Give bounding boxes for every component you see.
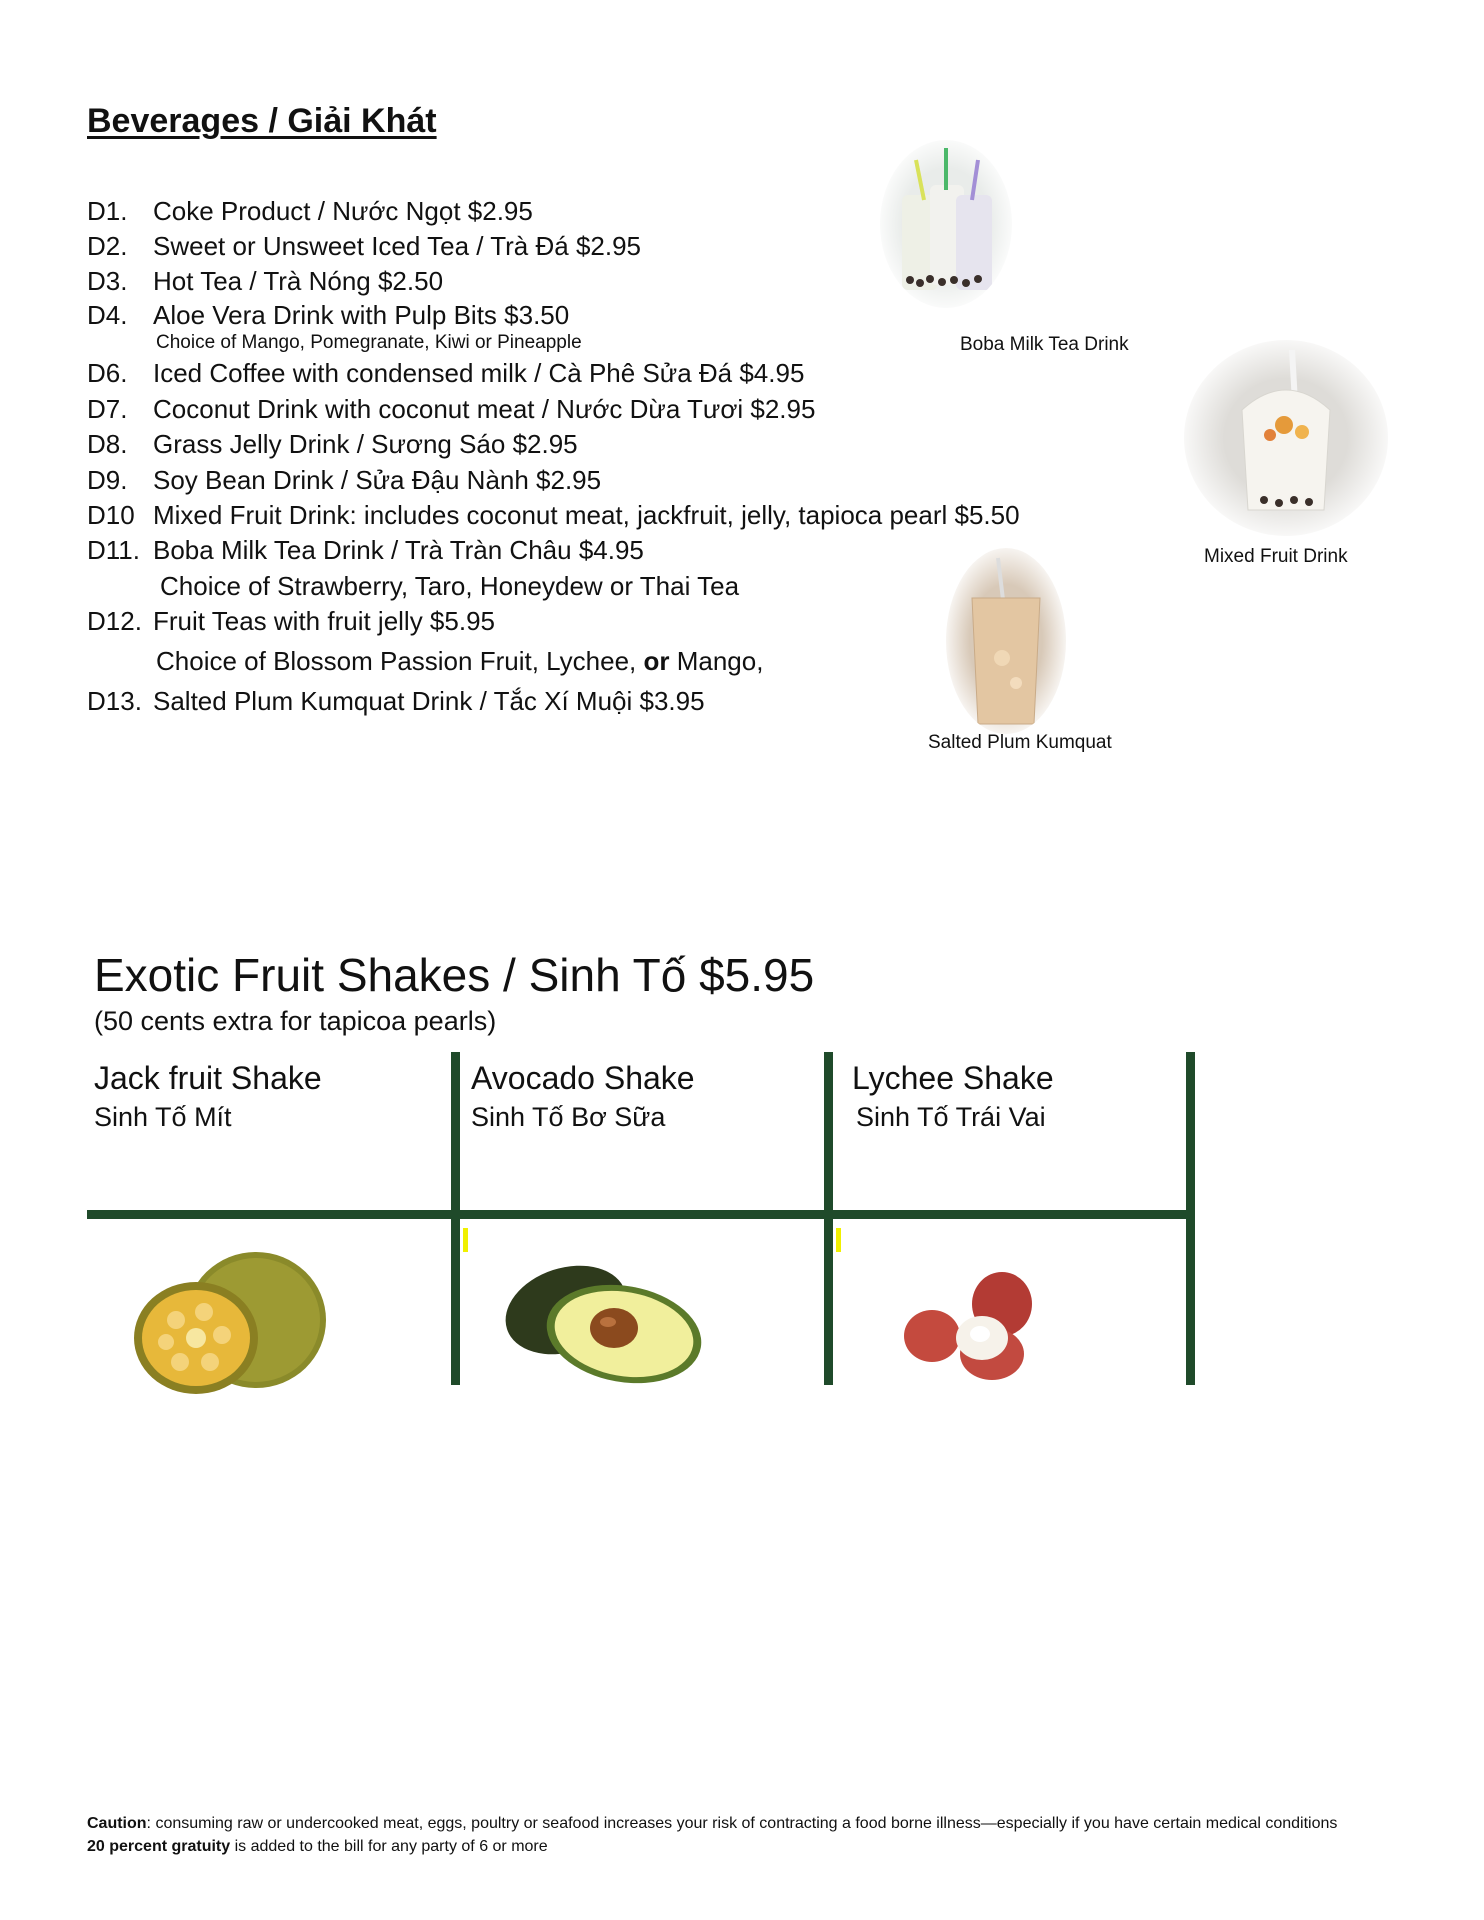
menu-item-d13: [87, 686, 705, 717]
item-text: Soy Bean Drink / Sửa Đậu Nành $2.95: [153, 465, 602, 495]
avocado-icon: [496, 1250, 702, 1390]
item-text: Sweet or Unsweet Iced Tea / Trà Đá $2.95: [153, 231, 642, 261]
yellow-mark: [836, 1228, 841, 1252]
shakes-title: Exotic Fruit Shakes / Sinh Tố $5.95: [94, 949, 815, 1001]
menu-item-d12: [87, 606, 495, 637]
menu-item-d10: [87, 500, 1020, 531]
grid-divider: [87, 1210, 1195, 1219]
caution-note: [87, 1815, 1337, 1833]
menu-item-d1: [87, 196, 533, 227]
item-code: D7.: [87, 394, 128, 424]
salted-plum-caption: Salted Plum Kumquat: [928, 732, 1112, 753]
shake-name-en: Jack fruit Shake: [94, 1060, 322, 1096]
boba-milk-tea-image: [880, 140, 1012, 308]
item-code: D3.: [87, 266, 128, 296]
menu-item-d3: [87, 266, 443, 297]
mixed-fruit-cup-icon: [1184, 340, 1388, 536]
item-text: Coconut Drink with coconut meat / Nước Dừa Tươi $2.95: [153, 394, 816, 424]
boba-cups-icon: [880, 140, 1012, 308]
item-text: Fruit Teas with fruit jelly $5.95: [153, 606, 495, 636]
menu-item-d7: [87, 394, 815, 425]
d12-note-part: Mango,: [669, 646, 764, 676]
mixed-fruit-caption: Mixed Fruit Drink: [1204, 546, 1348, 567]
item-code: D4.: [87, 300, 128, 330]
d12-choice-note: [156, 646, 763, 677]
shake-name-en: Lychee Shake: [852, 1060, 1054, 1096]
gratuity-text: is added to the bill for any party of 6 or more: [230, 1838, 548, 1855]
jackfruit-icon: [126, 1240, 332, 1400]
d12-note-bold: or: [643, 646, 670, 676]
item-text: Aloe Vera Drink with Pulp Bits $3.50: [153, 300, 570, 330]
d12-note-part: Choice of Blossom Passion Fruit, Lychee,: [156, 646, 644, 676]
menu-item-d11: [87, 535, 644, 566]
jackfruit-image: [126, 1240, 332, 1400]
item-code: D11.: [87, 535, 140, 565]
caution-label: Caution: [87, 1815, 147, 1832]
gratuity-label: 20 percent gratuity: [87, 1838, 231, 1855]
shake-name-vn: Sinh Tố Trái Vai: [856, 1102, 1046, 1132]
avocado-image: [496, 1250, 702, 1390]
item-text: Coke Product / Nước Ngọt $2.95: [153, 196, 533, 226]
item-text: Iced Coffee with condensed milk / Cà Phê Sửa Đá $4.95: [153, 358, 805, 388]
item-code: D13.: [87, 686, 142, 716]
item-code: D12.: [87, 606, 142, 636]
menu-item-d9: [87, 465, 601, 496]
item-text: Salted Plum Kumquat Drink / Tắc Xí Muội $3.95: [153, 686, 705, 716]
beverages-title: Beverages / Giải Khát: [87, 102, 437, 140]
shake-name-vn: Sinh Tố Bơ Sữa: [471, 1102, 666, 1132]
item-text: Mixed Fruit Drink: includes coconut meat, jackfruit, jelly, tapioca pearl $5.50: [153, 500, 1020, 530]
lychee-image: [900, 1262, 1046, 1382]
item-code: D10: [87, 500, 135, 530]
caution-text: : consuming raw or undercooked meat, eggs, poultry or seafood increases your risk of contracting a food borne illness—especially if you have certain medical conditions: [146, 1815, 1338, 1832]
item-code: D8.: [87, 429, 128, 459]
gratuity-note: [87, 1838, 548, 1856]
shakes-note: (50 cents extra for tapicoa pearls): [94, 1006, 497, 1036]
item-code: D1.: [87, 196, 128, 226]
item-code: D6.: [87, 358, 128, 388]
menu-item-d8: [87, 429, 578, 460]
menu-item-d2: [87, 231, 641, 262]
yellow-mark: [463, 1228, 468, 1252]
boba-caption: Boba Milk Tea Drink: [960, 334, 1129, 355]
d11-choice-note: Choice of Strawberry, Taro, Honeydew or Thai Tea: [160, 571, 740, 601]
item-text: Hot Tea / Trà Nóng $2.50: [153, 266, 444, 296]
menu-item-d6: [87, 358, 804, 389]
lychee-icon: [900, 1262, 1046, 1382]
item-code: D9.: [87, 465, 128, 495]
salted-plum-kumquat-image: [946, 548, 1066, 734]
shake-name-en: Avocado Shake: [471, 1060, 695, 1096]
plum-drink-cup-icon: [946, 548, 1066, 734]
d4-choice-note: Choice of Mango, Pomegranate, Kiwi or Pineapple: [156, 332, 582, 353]
menu-item-d4: [87, 300, 569, 331]
item-text: Grass Jelly Drink / Sương Sáo $2.95: [153, 429, 578, 459]
shake-name-vn: Sinh Tố Mít: [94, 1102, 232, 1132]
item-code: D2.: [87, 231, 128, 261]
mixed-fruit-drink-image: [1184, 340, 1388, 536]
item-text: Boba Milk Tea Drink / Trà Tràn Châu $4.95: [153, 535, 644, 565]
